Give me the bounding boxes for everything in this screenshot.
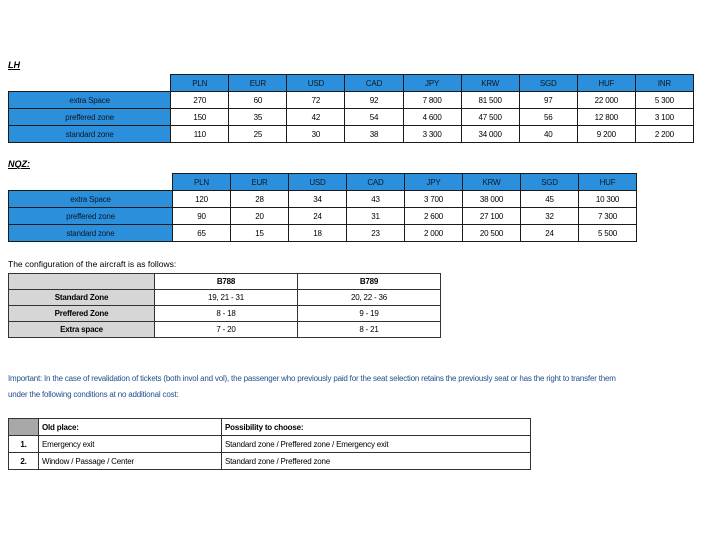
price-cell: 25 xyxy=(229,126,287,143)
currency-header: HUF xyxy=(579,174,637,191)
currency-header: INR xyxy=(635,75,693,92)
price-cell: 35 xyxy=(229,109,287,126)
price-cell: 24 xyxy=(289,208,347,225)
price-cell: 23 xyxy=(347,225,405,242)
table-row xyxy=(9,92,694,109)
price-cell: 12 800 xyxy=(577,109,635,126)
table-row xyxy=(9,436,531,453)
row-number: 2. xyxy=(9,453,39,470)
price-cell: 2 200 xyxy=(635,126,693,143)
revalidation-header-row xyxy=(9,419,531,436)
price-cell: 7 800 xyxy=(403,92,461,109)
zone-label: extra Space xyxy=(9,191,173,208)
currency-header: CAD xyxy=(347,174,405,191)
seat-range-cell: 8 - 21 xyxy=(298,322,441,338)
price-cell: 5 500 xyxy=(579,225,637,242)
table-row xyxy=(9,322,441,338)
price-cell: 18 xyxy=(289,225,347,242)
nqz-section-title: NQZ: xyxy=(8,159,30,169)
zone-label: Preffered Zone xyxy=(9,306,155,322)
seat-range-cell: 8 - 18 xyxy=(155,306,298,322)
zone-label: standard zone xyxy=(9,225,173,242)
seat-range-cell: 19, 21 - 31 xyxy=(155,290,298,306)
price-cell: 34 000 xyxy=(461,126,519,143)
price-cell: 9 200 xyxy=(577,126,635,143)
price-cell: 60 xyxy=(229,92,287,109)
seat-range-cell: 7 - 20 xyxy=(155,322,298,338)
old-place-cell: Emergency exit xyxy=(39,436,222,453)
price-cell: 65 xyxy=(173,225,231,242)
price-cell: 20 xyxy=(231,208,289,225)
zone-label: extra Space xyxy=(9,92,171,109)
table-row xyxy=(9,208,637,225)
price-cell: 5 300 xyxy=(635,92,693,109)
old-place-header: Old place: xyxy=(39,419,222,436)
important-note-line: Important: In the case of revalidation of tickets (both invol and vol), the passenger who previously paid for the seat selection retains the previously seat or has the right to transfer them xyxy=(8,374,616,383)
zone-label: preffered zone xyxy=(9,208,173,225)
aircraft-header: B788 xyxy=(155,274,298,290)
price-cell: 40 xyxy=(519,126,577,143)
price-cell: 150 xyxy=(171,109,229,126)
aircraft-header: B789 xyxy=(298,274,441,290)
price-cell: 27 100 xyxy=(463,208,521,225)
choices-header: Possibility to choose: xyxy=(222,419,531,436)
price-cell: 4 600 xyxy=(403,109,461,126)
price-cell: 3 700 xyxy=(405,191,463,208)
price-cell: 15 xyxy=(231,225,289,242)
config-intro-text: The configuration of the aircraft is as follows: xyxy=(8,259,177,269)
nqz-price-table xyxy=(8,173,637,242)
table-row xyxy=(9,126,694,143)
price-cell: 81 500 xyxy=(461,92,519,109)
currency-header: KRW xyxy=(461,75,519,92)
price-cell: 2 000 xyxy=(405,225,463,242)
currency-header: JPY xyxy=(405,174,463,191)
table-row xyxy=(9,191,637,208)
currency-header: USD xyxy=(289,174,347,191)
table-row xyxy=(9,290,441,306)
seat-range-cell: 20, 22 - 36 xyxy=(298,290,441,306)
zone-label: preffered zone xyxy=(9,109,171,126)
choices-cell: Standard zone / Preffered zone xyxy=(222,453,531,470)
currency-header: SGD xyxy=(519,75,577,92)
table-row xyxy=(9,109,694,126)
zone-label: Extra space xyxy=(9,322,155,338)
seat-range-cell: 9 - 19 xyxy=(298,306,441,322)
table-row xyxy=(9,453,531,470)
lh-section-title: LH xyxy=(8,60,20,70)
important-note-line: under the following conditions at no additional cost: xyxy=(8,390,179,399)
currency-header: SGD xyxy=(521,174,579,191)
price-cell: 3 300 xyxy=(403,126,461,143)
price-cell: 42 xyxy=(287,109,345,126)
price-cell: 3 100 xyxy=(635,109,693,126)
currency-header: KRW xyxy=(463,174,521,191)
zone-label: Standard Zone xyxy=(9,290,155,306)
currency-header: PLN xyxy=(171,75,229,92)
price-cell: 32 xyxy=(521,208,579,225)
currency-header: EUR xyxy=(229,75,287,92)
price-cell: 54 xyxy=(345,109,403,126)
price-cell: 31 xyxy=(347,208,405,225)
price-cell: 38 000 xyxy=(463,191,521,208)
lh-price-table xyxy=(8,74,694,143)
revalidation-table xyxy=(8,418,531,470)
row-number: 1. xyxy=(9,436,39,453)
currency-header: HUF xyxy=(577,75,635,92)
price-cell: 2 600 xyxy=(405,208,463,225)
price-cell: 43 xyxy=(347,191,405,208)
currency-header: JPY xyxy=(403,75,461,92)
important-note xyxy=(8,371,713,403)
table-row xyxy=(9,225,637,242)
price-cell: 120 xyxy=(173,191,231,208)
corner-cell xyxy=(9,274,155,290)
zone-label: standard zone xyxy=(9,126,171,143)
corner-cell xyxy=(9,419,39,436)
price-cell: 30 xyxy=(287,126,345,143)
price-cell: 10 300 xyxy=(579,191,637,208)
table-row xyxy=(9,306,441,322)
currency-header: CAD xyxy=(345,75,403,92)
currency-header: EUR xyxy=(231,174,289,191)
price-cell: 20 500 xyxy=(463,225,521,242)
corner-cell xyxy=(9,75,171,92)
price-cell: 56 xyxy=(519,109,577,126)
price-cell: 270 xyxy=(171,92,229,109)
choices-cell: Standard zone / Preffered zone / Emergency exit xyxy=(222,436,531,453)
price-cell: 47 500 xyxy=(461,109,519,126)
lh-header-row xyxy=(9,75,694,92)
currency-header: PLN xyxy=(173,174,231,191)
price-cell: 110 xyxy=(171,126,229,143)
price-cell: 24 xyxy=(521,225,579,242)
currency-header: USD xyxy=(287,75,345,92)
price-cell: 28 xyxy=(231,191,289,208)
price-cell: 22 000 xyxy=(577,92,635,109)
price-cell: 97 xyxy=(519,92,577,109)
corner-cell xyxy=(9,174,173,191)
config-header-row xyxy=(9,274,441,290)
price-cell: 92 xyxy=(345,92,403,109)
price-cell: 38 xyxy=(345,126,403,143)
price-cell: 90 xyxy=(173,208,231,225)
nqz-header-row xyxy=(9,174,637,191)
price-cell: 45 xyxy=(521,191,579,208)
price-cell: 7 300 xyxy=(579,208,637,225)
old-place-cell: Window / Passage / Center xyxy=(39,453,222,470)
price-cell: 34 xyxy=(289,191,347,208)
price-cell: 72 xyxy=(287,92,345,109)
aircraft-config-table xyxy=(8,273,441,338)
